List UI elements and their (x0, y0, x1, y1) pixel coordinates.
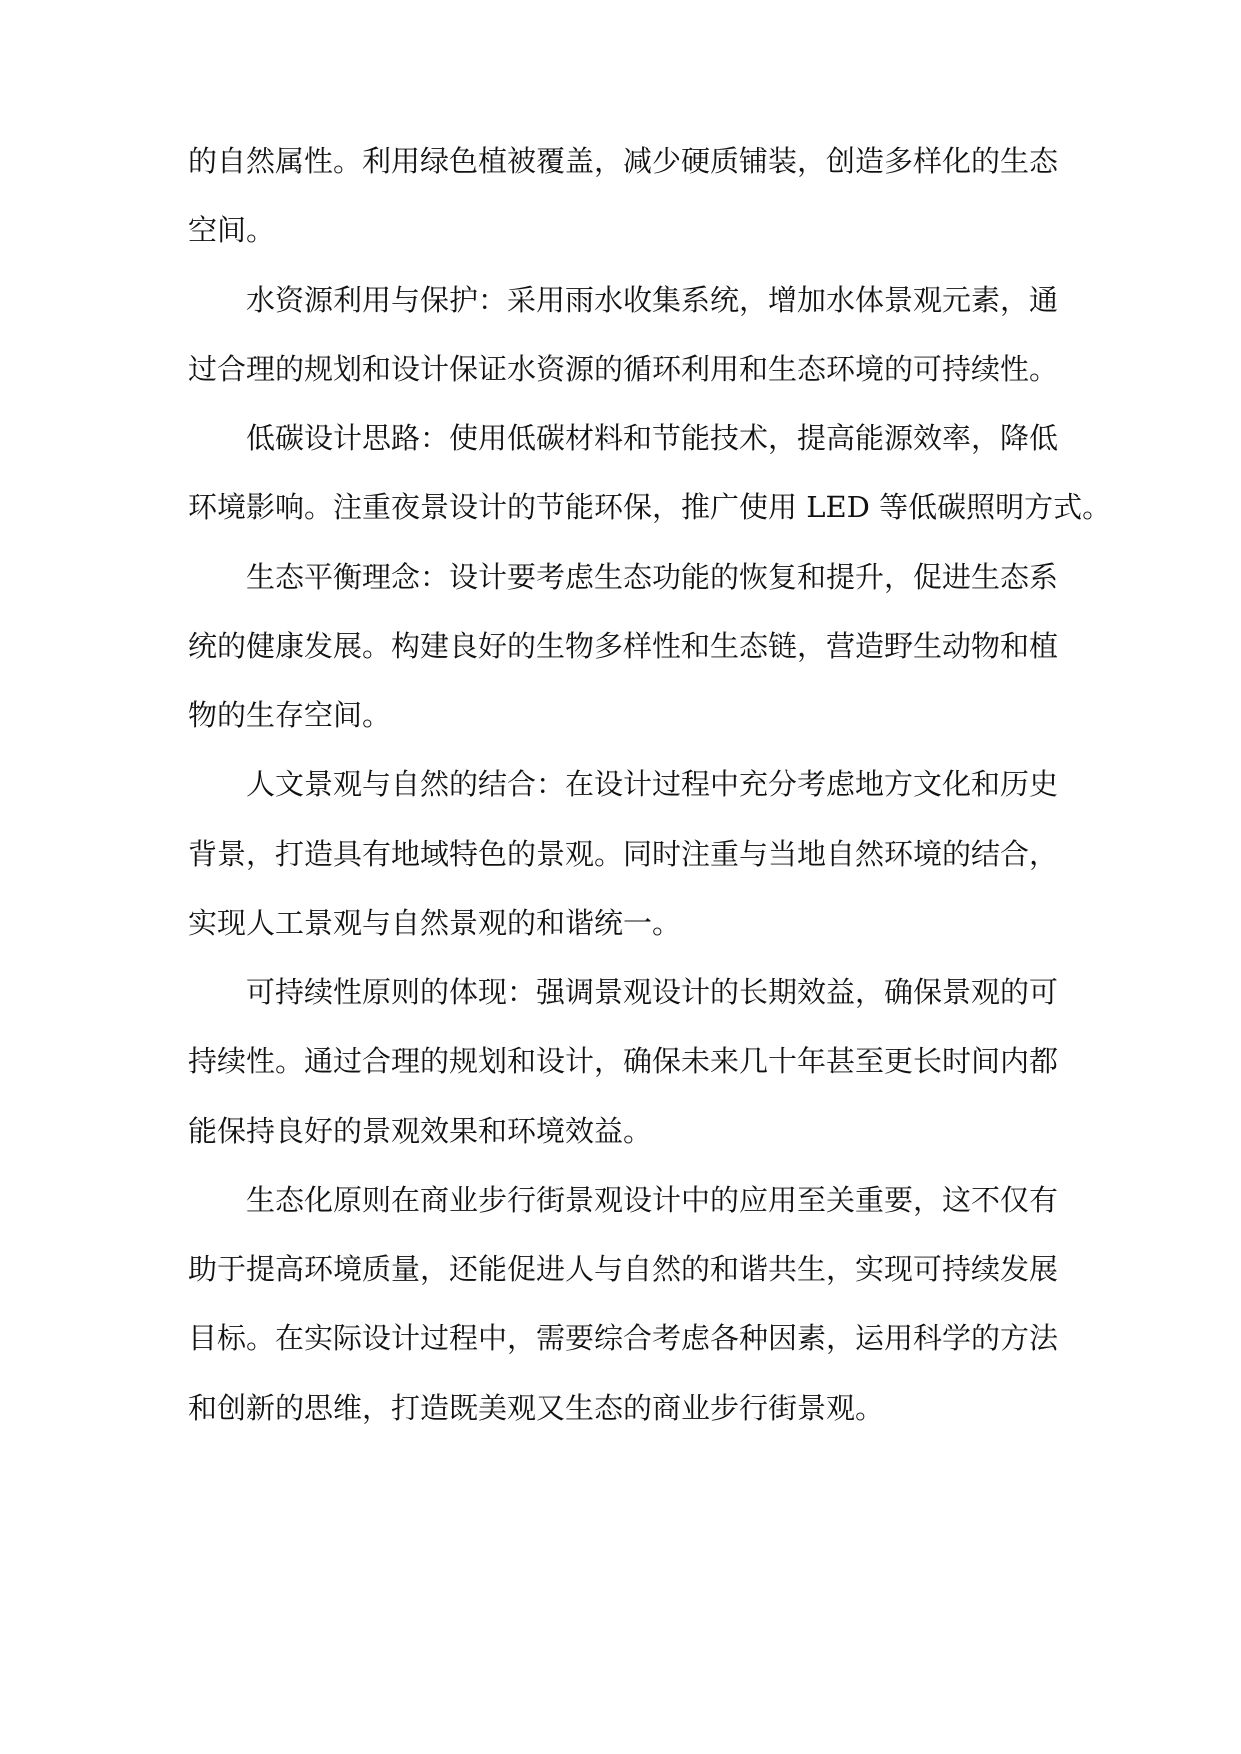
paragraph-6-line-3: 能保持良好的景观效果和环境效益。 (188, 1114, 653, 1148)
paragraph-1-line-1: 的自然属性。利用绿色植被覆盖，减少硬质铺装，创造多样化的生态 (188, 144, 1059, 178)
paragraph-5-line-3: 实现人工景观与自然景观的和谐统一。 (188, 906, 682, 940)
paragraph-1-line-2: 空间。 (188, 213, 276, 247)
paragraph-7-line-1: 生态化原则在商业步行街景观设计中的应用至关重要，这不仅有 (246, 1183, 1059, 1217)
paragraph-2-line-1: 水资源利用与保护：采用雨水收集系统，增加水体景观元素，通 (246, 283, 1059, 317)
paragraph-4-line-1: 生态平衡理念：设计要考虑生态功能的恢复和提升，促进生态系 (246, 560, 1059, 594)
paragraph-5-line-2: 背景，打造具有地域特色的景观。同时注重与当地自然环境的结合， (188, 837, 1059, 871)
paragraph-3-line-1: 低碳设计思路：使用低碳材料和节能技术，提高能源效率，降低 (246, 421, 1059, 455)
paragraph-7-line-2: 助于提高环境质量，还能促进人与自然的和谐共生，实现可持续发展 (188, 1252, 1059, 1286)
paragraph-2-line-2: 过合理的规划和设计保证水资源的循环利用和生态环境的可持续性。 (188, 352, 1059, 386)
paragraph-3-line-2: 环境影响。注重夜景设计的节能环保，推广使用 LED 等低碳照明方式。 (188, 490, 1112, 524)
paragraph-4-line-3: 物的生存空间。 (188, 698, 392, 732)
paragraph-4-line-2: 统的健康发展。构建良好的生物多样性和生态链，营造野生动物和植 (188, 629, 1059, 663)
paragraph-6-line-2: 持续性。通过合理的规划和设计，确保未来几十年甚至更长时间内都 (188, 1044, 1059, 1078)
paragraph-5-line-1: 人文景观与自然的结合：在设计过程中充分考虑地方文化和历史 (246, 767, 1059, 801)
paragraph-6-line-1: 可持续性原则的体现：强调景观设计的长期效益，确保景观的可 (246, 975, 1059, 1009)
paragraph-7-line-3: 目标。在实际设计过程中，需要综合考虑各种因素，运用科学的方法 (188, 1321, 1059, 1355)
paragraph-7-line-4: 和创新的思维，打造既美观又生态的商业步行街景观。 (188, 1391, 885, 1425)
